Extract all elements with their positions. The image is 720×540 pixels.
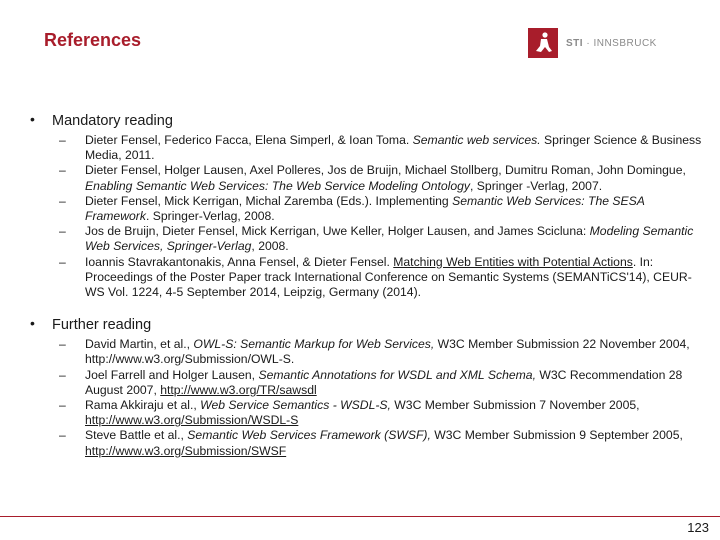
bullet-icon: • [30,111,35,127]
reference-link[interactable]: Matching Web Entities with Potential Actions [393,254,633,269]
logo-text: STI · INNSBRUCK [566,37,657,49]
reference-title: Enabling Semantic Web Services: The Web Service Modeling Ontology [85,178,471,193]
reference-text: David Martin, et al., [85,337,194,352]
reference-text: Rama Akkiraju et al., [85,398,201,413]
reference-link[interactable]: http://www.w3.org/Submission/WSDL-S [85,413,299,428]
reference-title: Semantic Web Services: The SESA Framework [85,193,645,224]
reference-text: W3C Recommendation 28 August 2007, [85,367,683,397]
bullet-icon: • [30,315,35,332]
reference-text: Dieter Fensel, Federico Facca, Elena Simperl, & Ioan Toma. [85,133,413,147]
reference-text: Joel Farrell and Holger Lausen, [85,367,259,382]
section-heading: Further reading [52,317,152,334]
reference-title: Semantic Annotations for WSDL and XML Schema, [258,367,536,382]
dash-marker: – [59,133,66,147]
reference-text: Jos de Bruijn, Dieter Fensel, Mick Kerrigan, Uwe Keller, Holger Lausen, and James Scicluna: [85,224,590,239]
reference-item [24,133,704,163]
reference-item [24,163,704,193]
reference-list [24,337,704,459]
reference-item [24,428,704,458]
mandatory-reading-section [24,111,704,300]
logo-mark-icon [528,28,558,58]
reference-item [24,368,704,398]
dash-marker: – [59,337,66,352]
reference-item [24,398,704,428]
page-number: 123 [687,520,709,535]
reference-item [24,224,704,254]
reference-title: Semantic Web Services Framework (SWSF), [187,428,431,443]
dash-marker: – [59,224,66,239]
section-heading: Mandatory reading [52,113,173,129]
sti-innsbruck-logo [528,28,657,58]
reference-text: . In: Proceedings of the Poster Paper track International Conference on Semantic Systems (SEMANTiCS'14), CEUR-WS Vol. 1224, 4-5 September 2014, Leipzig, Germany (2014). [85,254,692,300]
reference-text: Dieter Fensel, Holger Lausen, Axel Polleres, Jos de Bruijn, Michael Stollberg, Dumitru Roman, John Domingue, [85,163,686,178]
footer-divider [0,516,720,517]
reference-text: Ioannis Stavrakantonakis, Anna Fensel, & Dieter Fensel. [85,254,394,269]
reference-text: Steve Battle et al., [85,428,188,443]
reference-text: W3C Member Submission 9 September 2005, [430,428,683,443]
dash-marker: – [59,428,66,443]
reference-item [24,255,704,301]
references-content [24,111,704,459]
reference-text: , 2008. [251,239,289,254]
dash-marker: – [59,367,66,382]
reference-text: W3C Member Submission 22 November 2004, http://www.w3.org/Submission/OWL-S. [85,337,690,367]
further-reading-section [24,315,704,459]
dash-marker: – [59,163,66,178]
reference-text: Dieter Fensel, Mick Kerrigan, Michal Zaremba (Eds.). Implementing [85,193,453,208]
dash-marker: – [59,398,66,413]
dash-marker: – [59,254,66,269]
reference-link[interactable]: http://www.w3.org/Submission/SWSF [85,443,287,458]
reference-title: Modeling Semantic Web Services, Springer-Verlag [85,224,694,254]
reference-link[interactable]: http://www.w3.org/TR/sawsdl [160,382,317,397]
reference-list [24,133,704,300]
reference-text: W3C Member Submission 7 November 2005, [390,398,640,413]
dash-marker: – [59,193,66,208]
slide-title: References [44,30,142,50]
reference-title: OWL-S: Semantic Markup for Web Services, [193,337,435,352]
reference-text: Springer Science & Business Media, 2011. [85,133,702,163]
reference-text: . Springer-Verlag, 2008. [145,209,275,224]
reference-text: , Springer -Verlag, 2007. [470,178,603,193]
reference-item [24,194,704,224]
reference-item [24,337,704,367]
reference-title: Semantic web services. [412,133,541,147]
reference-title: Web Service Semantics - WSDL-S, [200,398,391,413]
